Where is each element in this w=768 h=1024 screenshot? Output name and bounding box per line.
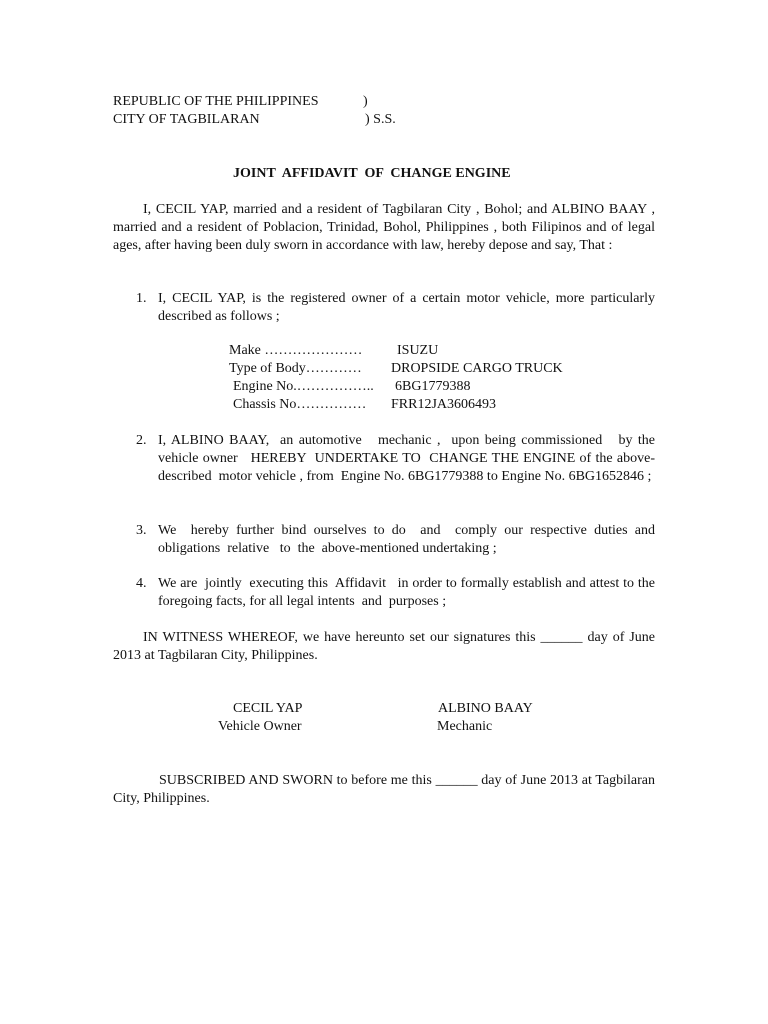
venue-country: REPUBLIC OF THE PHILIPPINES bbox=[113, 94, 319, 109]
spec-value-chassis: FRR12JA3606493 bbox=[391, 397, 497, 412]
item-number: 3. bbox=[136, 523, 147, 538]
spec-value-engine: 6BG1779388 bbox=[395, 379, 471, 394]
item-text: We hereby further bind ourselves to do and comply our respective duties and obligations relative to the above-mentioned undertaking ; bbox=[158, 523, 659, 557]
document-title: JOINT AFFIDAVIT OF CHANGE ENGINE bbox=[233, 166, 511, 181]
spec-label-body: Type of Body………… bbox=[229, 361, 362, 376]
witness-paragraph: IN WITNESS WHEREOF, we have hereunto set our signatures this ______ day of June 2013 at Tagbilaran City, Philippines. bbox=[113, 630, 655, 664]
item-text: I, CECIL YAP, is the registered owner of a certain motor vehicle, more particularly described as follows ; bbox=[158, 291, 655, 325]
venue-city: CITY OF TAGBILARAN bbox=[113, 112, 260, 127]
jurat-paragraph: SUBSCRIBED AND SWORN to before me this ______ day of June 2013 at Tagbilaran City, Philippines. bbox=[113, 773, 655, 807]
intro-paragraph: I, CECIL YAP, married and a resident of Tagbilaran City , Bohol; and ALBINO BAAY , married and a resident of Poblacion, Trinidad, Bohol, Philippines , both Filipinos and of legal ages, after having been duly sworn in accordance with law, hereby depose and say, That : bbox=[113, 202, 655, 254]
item-number: 1. bbox=[136, 291, 147, 306]
signatory-mechanic-role: Mechanic bbox=[437, 719, 493, 734]
signatory-mechanic-name: ALBINO BAAY bbox=[438, 701, 533, 716]
list-item-1 bbox=[136, 290, 655, 326]
signatory-owner-name: CECIL YAP bbox=[233, 701, 303, 716]
spec-value-body: DROPSIDE CARGO TRUCK bbox=[391, 361, 563, 376]
spec-label-make: Make ………………… bbox=[229, 343, 363, 358]
item-number: 2. bbox=[136, 433, 147, 448]
list-item-2 bbox=[136, 432, 659, 487]
item-text: I, ALBINO BAAY, an automotive mechanic , upon being commissioned by the vehicle owner HEREBY UNDERTAKE TO CHANGE THE ENGINE of the above-described motor vehicle , from Engine No. 6BG1779388 to Engine No. 6BG1652846 ; bbox=[158, 433, 659, 485]
spec-label-chassis: Chassis No…………… bbox=[233, 397, 367, 412]
item-text: We are jointly executing this Affidavit in order to formally establish and attest to the foregoing facts, for all legal intents and purposes ; bbox=[158, 576, 659, 610]
signatory-owner-role: Vehicle Owner bbox=[218, 719, 302, 734]
list-item-4 bbox=[136, 575, 659, 611]
venue-ss-mark: ) S.S. bbox=[365, 112, 396, 127]
list-item-3 bbox=[136, 522, 659, 558]
venue-country-bracket: ) bbox=[363, 94, 368, 109]
spec-label-engine: Engine No.…………….. bbox=[233, 379, 374, 394]
spec-value-make: ISUZU bbox=[397, 343, 439, 358]
item-number: 4. bbox=[136, 576, 147, 591]
